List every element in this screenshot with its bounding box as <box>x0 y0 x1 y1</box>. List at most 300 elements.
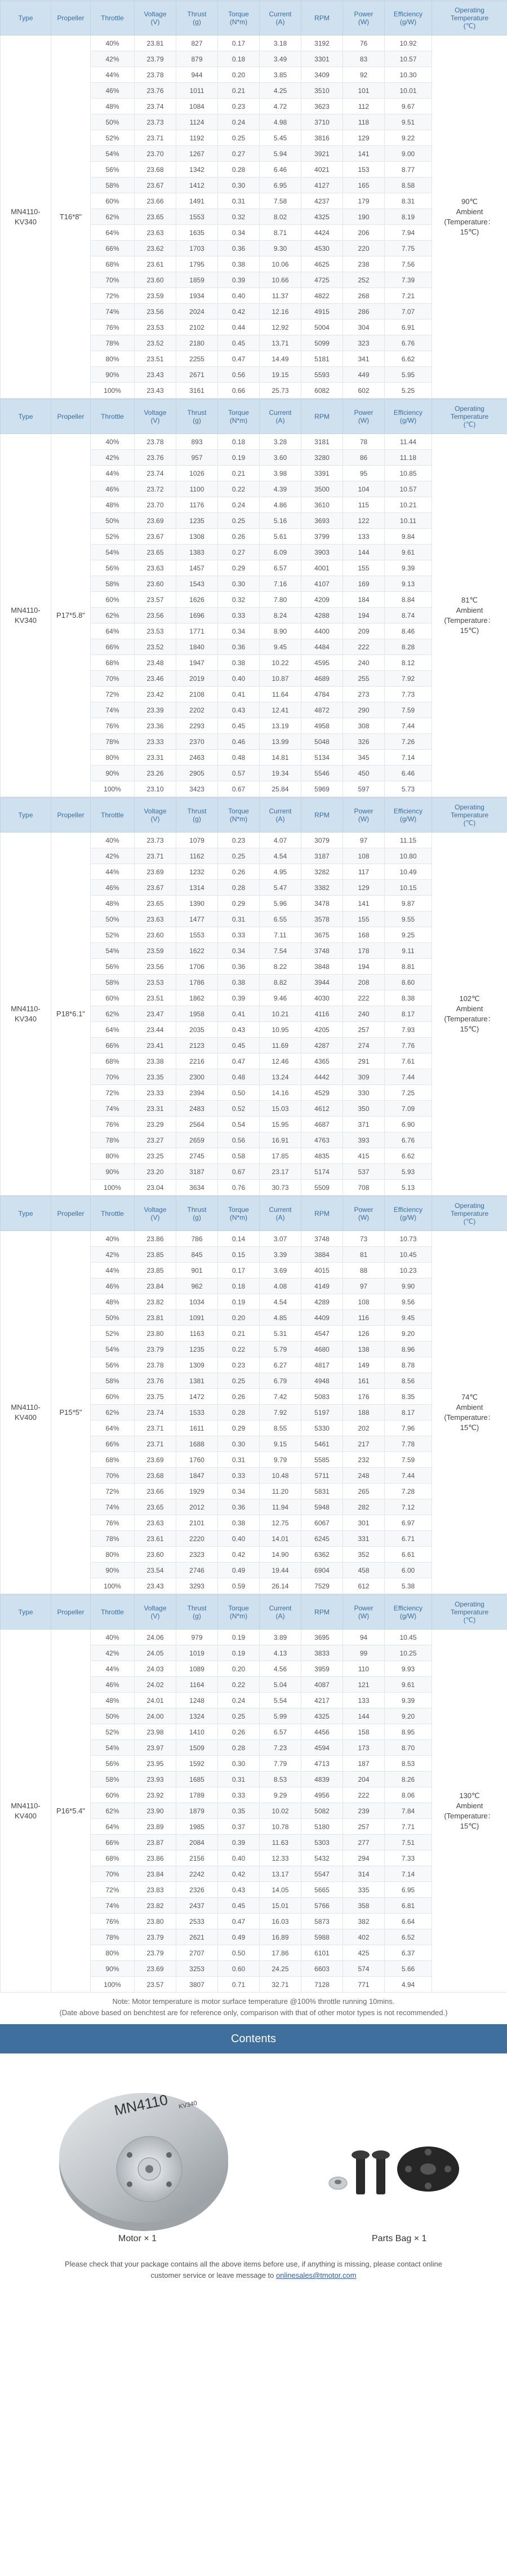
power-cell: 108 <box>343 1294 385 1310</box>
throttle-cell: 62% <box>91 1803 135 1819</box>
thrust-cell: 1267 <box>176 146 218 162</box>
voltage-cell: 23.52 <box>135 639 176 655</box>
throttle-cell: 64% <box>91 1819 135 1835</box>
thrust-cell: 1011 <box>176 83 218 99</box>
efficiency-cell: 7.28 <box>385 1484 432 1499</box>
torque-cell: 0.18 <box>218 434 260 450</box>
header-type: Type <box>1 1595 51 1630</box>
rpm-cell: 4529 <box>301 1085 343 1101</box>
thrust-cell: 2024 <box>176 304 218 320</box>
current-cell: 11.63 <box>260 1835 301 1851</box>
current-cell: 14.49 <box>260 351 301 367</box>
efficiency-cell: 9.87 <box>385 896 432 911</box>
voltage-cell: 23.85 <box>135 1247 176 1263</box>
power-cell: 402 <box>343 1929 385 1945</box>
throttle-cell: 76% <box>91 718 135 734</box>
torque-cell: 0.41 <box>218 687 260 702</box>
thrust-cell: 2659 <box>176 1132 218 1148</box>
efficiency-cell: 9.39 <box>385 560 432 576</box>
table-header-row <box>1 400 507 434</box>
current-cell: 32.71 <box>260 1977 301 1993</box>
thrust-cell: 1685 <box>176 1772 218 1787</box>
torque-cell: 0.29 <box>218 1420 260 1436</box>
voltage-cell: 23.78 <box>135 434 176 450</box>
throttle-cell: 70% <box>91 1069 135 1085</box>
torque-cell: 0.28 <box>218 1740 260 1756</box>
rpm-cell: 3959 <box>301 1661 343 1677</box>
voltage-cell: 23.47 <box>135 1006 176 1022</box>
power-cell: 86 <box>343 450 385 466</box>
current-cell: 14.81 <box>260 750 301 765</box>
rpm-cell: 4958 <box>301 718 343 734</box>
throttle-cell: 68% <box>91 1054 135 1069</box>
throttle-cell: 46% <box>91 1677 135 1693</box>
header-thrust: Thrust (g) <box>176 798 218 833</box>
efficiency-cell: 8.06 <box>385 1787 432 1803</box>
voltage-cell: 23.46 <box>135 671 176 687</box>
spec-table-block <box>0 1594 507 1993</box>
efficiency-cell: 5.73 <box>385 781 432 797</box>
header-thrust: Thrust (g) <box>176 1197 218 1231</box>
efficiency-cell: 5.66 <box>385 1961 432 1977</box>
throttle-cell: 64% <box>91 1022 135 1038</box>
voltage-cell: 23.62 <box>135 241 176 256</box>
torque-cell: 0.17 <box>218 1263 260 1278</box>
torque-cell: 0.21 <box>218 83 260 99</box>
throttle-cell: 66% <box>91 1835 135 1851</box>
thrust-cell: 2156 <box>176 1851 218 1866</box>
current-cell: 9.79 <box>260 1452 301 1468</box>
voltage-cell: 23.66 <box>135 1484 176 1499</box>
thrust-cell: 3293 <box>176 1578 218 1594</box>
thrust-cell: 1390 <box>176 896 218 911</box>
thrust-cell: 2463 <box>176 750 218 765</box>
table-header-row <box>1 1197 507 1231</box>
thrust-cell: 1091 <box>176 1310 218 1326</box>
power-cell: 95 <box>343 466 385 481</box>
voltage-cell: 23.92 <box>135 1787 176 1803</box>
thrust-cell: 1124 <box>176 114 218 130</box>
throttle-cell: 48% <box>91 1693 135 1709</box>
rpm-cell: 4287 <box>301 1038 343 1054</box>
efficiency-cell: 6.95 <box>385 1882 432 1898</box>
power-cell: 291 <box>343 1054 385 1069</box>
throttle-cell: 56% <box>91 162 135 178</box>
current-cell: 8.55 <box>260 1420 301 1436</box>
current-cell: 5.47 <box>260 880 301 896</box>
throttle-cell: 42% <box>91 51 135 67</box>
efficiency-cell: 8.35 <box>385 1389 432 1405</box>
efficiency-cell: 10.85 <box>385 466 432 481</box>
rpm-cell: 3181 <box>301 434 343 450</box>
rpm-cell: 5665 <box>301 1882 343 1898</box>
thrust-cell: 1622 <box>176 943 218 959</box>
rpm-cell: 5180 <box>301 1819 343 1835</box>
power-cell: 222 <box>343 990 385 1006</box>
torque-cell: 0.47 <box>218 1914 260 1929</box>
spec-table <box>0 798 507 1196</box>
voltage-cell: 23.80 <box>135 1326 176 1342</box>
torque-cell: 0.41 <box>218 1006 260 1022</box>
throttle-cell: 46% <box>91 83 135 99</box>
thrust-cell: 1696 <box>176 608 218 623</box>
table-row <box>1 434 507 450</box>
torque-cell: 0.28 <box>218 1405 260 1420</box>
throttle-cell: 58% <box>91 178 135 193</box>
torque-cell: 0.37 <box>218 1819 260 1835</box>
efficiency-cell: 6.62 <box>385 1148 432 1164</box>
header-temperature: Operating Temperature (℃) <box>432 400 507 434</box>
power-cell: 116 <box>343 1310 385 1326</box>
power-cell: 117 <box>343 864 385 880</box>
throttle-cell: 46% <box>91 481 135 497</box>
voltage-cell: 23.31 <box>135 1101 176 1117</box>
table-header-row <box>1 798 507 833</box>
rpm-cell: 5969 <box>301 781 343 797</box>
thrust-cell: 1771 <box>176 623 218 639</box>
spec-table-block <box>0 1196 507 1594</box>
throttle-cell: 54% <box>91 146 135 162</box>
torque-cell: 0.23 <box>218 833 260 848</box>
voltage-cell: 23.73 <box>135 114 176 130</box>
current-cell: 6.79 <box>260 1373 301 1389</box>
voltage-cell: 23.78 <box>135 1357 176 1373</box>
voltage-cell: 23.56 <box>135 608 176 623</box>
voltage-cell: 23.74 <box>135 99 176 114</box>
rpm-cell: 4872 <box>301 702 343 718</box>
rpm-cell: 4325 <box>301 1709 343 1724</box>
throttle-cell: 64% <box>91 623 135 639</box>
torque-cell: 0.18 <box>218 1278 260 1294</box>
voltage-cell: 23.43 <box>135 367 176 383</box>
voltage-cell: 23.79 <box>135 1945 176 1961</box>
current-cell: 8.53 <box>260 1772 301 1787</box>
power-cell: 335 <box>343 1882 385 1898</box>
voltage-cell: 23.79 <box>135 1342 176 1357</box>
efficiency-cell: 10.11 <box>385 513 432 529</box>
torque-cell: 0.26 <box>218 864 260 880</box>
power-cell: 149 <box>343 1357 385 1373</box>
voltage-cell: 23.72 <box>135 481 176 497</box>
power-cell: 190 <box>343 209 385 225</box>
torque-cell: 0.39 <box>218 272 260 288</box>
thrust-cell: 1789 <box>176 1787 218 1803</box>
thrust-cell: 1084 <box>176 99 218 114</box>
efficiency-cell: 7.78 <box>385 1436 432 1452</box>
current-cell: 14.05 <box>260 1882 301 1898</box>
torque-cell: 0.33 <box>218 927 260 943</box>
efficiency-cell: 8.56 <box>385 1373 432 1389</box>
current-cell: 4.85 <box>260 1310 301 1326</box>
current-cell: 6.57 <box>260 560 301 576</box>
power-cell: 78 <box>343 434 385 450</box>
power-cell: 708 <box>343 1180 385 1196</box>
voltage-cell: 23.66 <box>135 193 176 209</box>
rpm-cell: 4116 <box>301 1006 343 1022</box>
current-cell: 6.95 <box>260 178 301 193</box>
power-cell: 176 <box>343 1389 385 1405</box>
efficiency-cell: 10.92 <box>385 36 432 51</box>
throttle-cell: 60% <box>91 1389 135 1405</box>
header-throttle: Throttle <box>91 1595 135 1630</box>
thrust-cell: 1410 <box>176 1724 218 1740</box>
rpm-cell: 5330 <box>301 1420 343 1436</box>
voltage-cell: 23.67 <box>135 529 176 545</box>
current-cell: 8.71 <box>260 225 301 241</box>
power-cell: 458 <box>343 1563 385 1578</box>
power-cell: 282 <box>343 1499 385 1515</box>
header-type: Type <box>1 798 51 833</box>
voltage-cell: 23.70 <box>135 146 176 162</box>
current-cell: 7.16 <box>260 576 301 592</box>
current-cell: 5.54 <box>260 1693 301 1709</box>
throttle-cell: 90% <box>91 1563 135 1578</box>
torque-cell: 0.48 <box>218 1069 260 1085</box>
voltage-cell: 23.70 <box>135 497 176 513</box>
current-cell: 10.06 <box>260 256 301 272</box>
efficiency-cell: 8.28 <box>385 639 432 655</box>
header-propeller: Propeller <box>51 1 91 36</box>
thrust-cell: 1164 <box>176 1677 218 1693</box>
propeller-cell: P16*5.4" <box>51 1630 91 1993</box>
efficiency-cell: 6.76 <box>385 1132 432 1148</box>
torque-cell: 0.40 <box>218 1531 260 1547</box>
support-email-link[interactable]: onlinesales@tmotor.com <box>276 2271 357 2280</box>
throttle-cell: 40% <box>91 434 135 450</box>
header-throttle: Throttle <box>91 1197 135 1231</box>
throttle-cell: 90% <box>91 1961 135 1977</box>
thrust-cell: 2707 <box>176 1945 218 1961</box>
current-cell: 25.73 <box>260 383 301 399</box>
rpm-cell: 4839 <box>301 1772 343 1787</box>
voltage-cell: 23.76 <box>135 1373 176 1389</box>
current-cell: 4.08 <box>260 1278 301 1294</box>
thrust-cell: 1509 <box>176 1740 218 1756</box>
power-cell: 179 <box>343 193 385 209</box>
current-cell: 6.57 <box>260 1724 301 1740</box>
footer-line-2-prefix: customer service or leave message to <box>150 2271 276 2280</box>
thrust-cell: 2242 <box>176 1866 218 1882</box>
header-current: Current (A) <box>260 1197 301 1231</box>
current-cell: 12.92 <box>260 320 301 335</box>
current-cell: 12.46 <box>260 1054 301 1069</box>
efficiency-cell: 7.26 <box>385 734 432 750</box>
thrust-cell: 2533 <box>176 1914 218 1929</box>
current-cell: 9.46 <box>260 990 301 1006</box>
efficiency-cell: 7.44 <box>385 718 432 734</box>
voltage-cell: 23.67 <box>135 178 176 193</box>
throttle-cell: 80% <box>91 351 135 367</box>
rpm-cell: 5585 <box>301 1452 343 1468</box>
current-cell: 4.95 <box>260 864 301 880</box>
efficiency-cell: 4.94 <box>385 1977 432 1993</box>
efficiency-cell: 10.01 <box>385 83 432 99</box>
power-cell: 537 <box>343 1164 385 1180</box>
current-cell: 26.14 <box>260 1578 301 1594</box>
current-cell: 3.28 <box>260 434 301 450</box>
voltage-cell: 23.59 <box>135 943 176 959</box>
current-cell: 3.07 <box>260 1231 301 1247</box>
torque-cell: 0.22 <box>218 1677 260 1693</box>
current-cell: 5.04 <box>260 1677 301 1693</box>
throttle-cell: 68% <box>91 655 135 671</box>
throttle-cell: 76% <box>91 320 135 335</box>
voltage-cell: 23.29 <box>135 1117 176 1132</box>
thrust-cell: 1163 <box>176 1326 218 1342</box>
current-cell: 10.66 <box>260 272 301 288</box>
propeller-cell: T16*8" <box>51 36 91 399</box>
rpm-cell: 5547 <box>301 1866 343 1882</box>
power-cell: 220 <box>343 241 385 256</box>
rpm-cell: 3944 <box>301 975 343 990</box>
voltage-cell: 23.63 <box>135 1515 176 1531</box>
current-cell: 3.89 <box>260 1630 301 1645</box>
power-cell: 101 <box>343 83 385 99</box>
thrust-cell: 1706 <box>176 959 218 975</box>
thrust-cell: 1543 <box>176 576 218 592</box>
efficiency-cell: 6.62 <box>385 351 432 367</box>
voltage-cell: 23.69 <box>135 1452 176 1468</box>
current-cell: 23.17 <box>260 1164 301 1180</box>
power-cell: 239 <box>343 1803 385 1819</box>
thrust-cell: 1611 <box>176 1420 218 1436</box>
current-cell: 16.89 <box>260 1929 301 1945</box>
table-row <box>1 1630 507 1645</box>
current-cell: 4.07 <box>260 833 301 848</box>
rpm-cell: 4365 <box>301 1054 343 1069</box>
efficiency-cell: 6.76 <box>385 335 432 351</box>
rpm-cell: 4687 <box>301 1117 343 1132</box>
power-cell: 184 <box>343 592 385 608</box>
voltage-cell: 23.65 <box>135 209 176 225</box>
current-cell: 8.22 <box>260 959 301 975</box>
throttle-cell: 56% <box>91 1357 135 1373</box>
thrust-cell: 1985 <box>176 1819 218 1835</box>
header-propeller: Propeller <box>51 1197 91 1231</box>
current-cell: 11.69 <box>260 1038 301 1054</box>
efficiency-cell: 10.15 <box>385 880 432 896</box>
power-cell: 202 <box>343 1420 385 1436</box>
rpm-cell: 4689 <box>301 671 343 687</box>
rpm-cell: 5546 <box>301 765 343 781</box>
efficiency-cell: 9.20 <box>385 1326 432 1342</box>
throttle-cell: 68% <box>91 256 135 272</box>
current-cell: 4.98 <box>260 114 301 130</box>
header-throttle: Throttle <box>91 798 135 833</box>
torque-cell: 0.25 <box>218 513 260 529</box>
motor-caption: Motor × 1 <box>118 2234 157 2243</box>
voltage-cell: 23.86 <box>135 1231 176 1247</box>
torque-cell: 0.39 <box>218 990 260 1006</box>
voltage-cell: 24.06 <box>135 1630 176 1645</box>
torque-cell: 0.34 <box>218 225 260 241</box>
torque-cell: 0.32 <box>218 592 260 608</box>
efficiency-cell: 11.15 <box>385 833 432 848</box>
rpm-cell: 3510 <box>301 83 343 99</box>
current-cell: 3.49 <box>260 51 301 67</box>
power-cell: 99 <box>343 1645 385 1661</box>
efficiency-cell: 9.11 <box>385 943 432 959</box>
temperature-cell: 81℃ Ambient (Temperature： 15℃) <box>432 434 507 797</box>
torque-cell: 0.46 <box>218 734 260 750</box>
throttle-cell: 42% <box>91 450 135 466</box>
power-cell: 144 <box>343 1709 385 1724</box>
thrust-cell: 1553 <box>176 927 218 943</box>
throttle-cell: 68% <box>91 1851 135 1866</box>
current-cell: 14.16 <box>260 1085 301 1101</box>
header-rpm: RPM <box>301 1595 343 1630</box>
propeller-cell: P17*5.8" <box>51 434 91 797</box>
thrust-cell: 1592 <box>176 1756 218 1772</box>
efficiency-cell: 7.73 <box>385 687 432 702</box>
voltage-cell: 23.82 <box>135 1898 176 1914</box>
torque-cell: 0.38 <box>218 655 260 671</box>
torque-cell: 0.35 <box>218 1803 260 1819</box>
torque-cell: 0.71 <box>218 1977 260 1993</box>
thrust-cell: 1412 <box>176 178 218 193</box>
temperature-cell: 90℃ Ambient (Temperature： 15℃) <box>432 36 507 399</box>
torque-cell: 0.43 <box>218 1022 260 1038</box>
power-cell: 771 <box>343 1977 385 1993</box>
voltage-cell: 23.75 <box>135 1389 176 1405</box>
thrust-cell: 1019 <box>176 1645 218 1661</box>
rpm-cell: 3693 <box>301 513 343 529</box>
power-cell: 326 <box>343 734 385 750</box>
throttle-cell: 52% <box>91 1724 135 1740</box>
throttle-cell: 44% <box>91 1263 135 1278</box>
throttle-cell: 74% <box>91 304 135 320</box>
current-cell: 11.20 <box>260 1484 301 1499</box>
current-cell: 3.98 <box>260 466 301 481</box>
thrust-cell: 1862 <box>176 990 218 1006</box>
torque-cell: 0.47 <box>218 351 260 367</box>
header-temperature: Operating Temperature (℃) <box>432 1595 507 1630</box>
efficiency-cell: 6.37 <box>385 1945 432 1961</box>
efficiency-cell: 5.93 <box>385 1164 432 1180</box>
current-cell: 14.01 <box>260 1531 301 1547</box>
torque-cell: 0.45 <box>218 335 260 351</box>
power-cell: 222 <box>343 1787 385 1803</box>
torque-cell: 0.44 <box>218 320 260 335</box>
spec-table <box>0 399 507 797</box>
rpm-cell: 6082 <box>301 383 343 399</box>
header-voltage: Voltage (V) <box>135 400 176 434</box>
power-cell: 341 <box>343 351 385 367</box>
power-cell: 309 <box>343 1069 385 1085</box>
power-cell: 217 <box>343 1436 385 1452</box>
current-cell: 10.02 <box>260 1803 301 1819</box>
current-cell: 4.72 <box>260 99 301 114</box>
current-cell: 4.54 <box>260 848 301 864</box>
voltage-cell: 24.00 <box>135 1709 176 1724</box>
efficiency-cell: 7.59 <box>385 1452 432 1468</box>
current-cell: 3.18 <box>260 36 301 51</box>
power-cell: 277 <box>343 1835 385 1851</box>
voltage-cell: 23.57 <box>135 592 176 608</box>
voltage-cell: 23.60 <box>135 576 176 592</box>
rpm-cell: 4127 <box>301 178 343 193</box>
header-type: Type <box>1 1197 51 1231</box>
header-thrust: Thrust (g) <box>176 400 218 434</box>
rpm-cell: 4015 <box>301 1263 343 1278</box>
rpm-cell: 3748 <box>301 943 343 959</box>
voltage-cell: 23.76 <box>135 83 176 99</box>
rpm-cell: 5181 <box>301 351 343 367</box>
thrust-cell: 3423 <box>176 781 218 797</box>
efficiency-cell: 6.91 <box>385 320 432 335</box>
power-cell: 161 <box>343 1373 385 1389</box>
power-cell: 290 <box>343 702 385 718</box>
